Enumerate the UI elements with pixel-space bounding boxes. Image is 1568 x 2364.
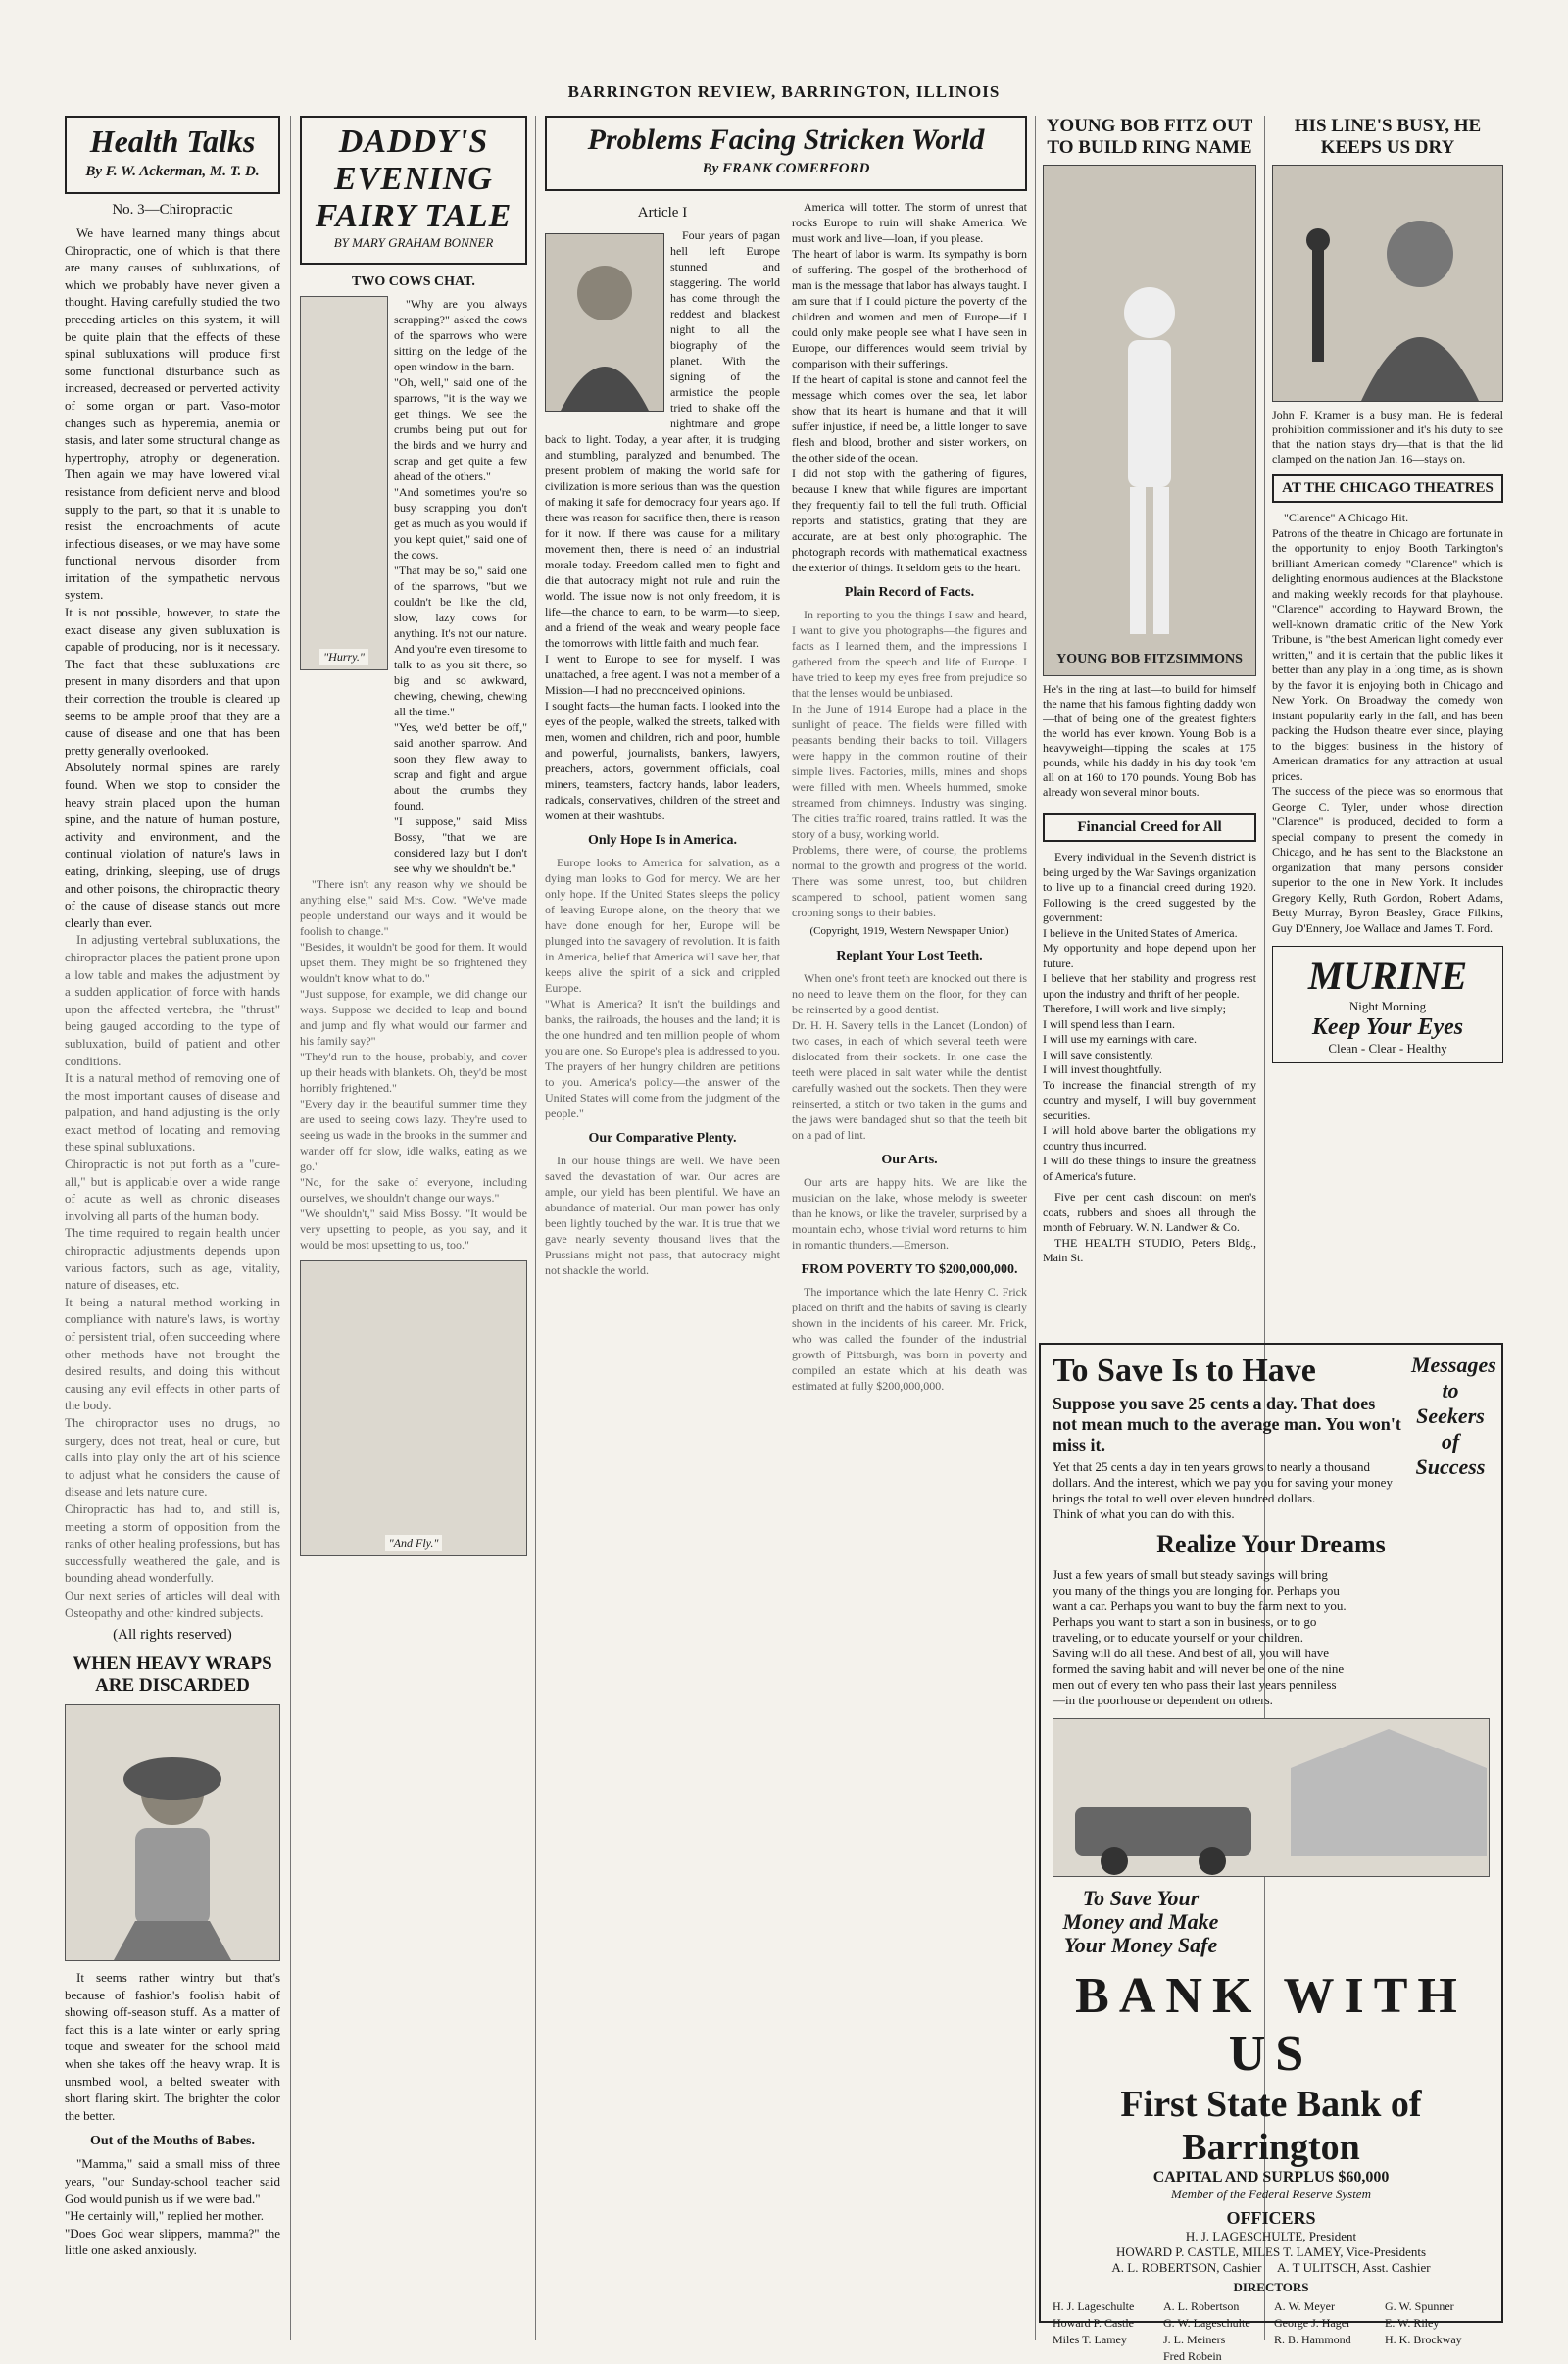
problems-body2: In our house things are well. We have been saved the devastation of war. Our acres are ample, our yield has been plentiful. We have an abundance of material. Our man power has only been lightly touched by the war. It is true that we gave nearly seventy thousand lives that the Prussians might not pass, that autocracy might not shackle the world. (545, 1154, 780, 1277)
problems-col2-rest: In reporting to you the things I saw and heard, I want to give you photographs—the figures and facts as I learned them, and the impressions I gathered from the speech and life of Europe. I have tried to keep my eyes free from prejudice so that the lenses would be unbiased. In the June of 1914 Europe had a place in the sunlight of peace. The fields were filled with peasants bending their backs to toil. Villagers were happy in the common routine of their simple lives. Factories, mills, mines and shops were filled with men. Wheels hummed, smoke streamed from chimneys. Industry was singing. The cities traffic roared, trains rattled. It was the story of a busy, working world. Problems, there were, of course, the problems normal to the growth and progress of the world. There was some unrest, too, but children scampered to school, patient women sang crooning songs to their babies. (792, 608, 1027, 919)
masthead: BARRINGTON REVIEW, BARRINGTON, ILLINOIS (567, 82, 1001, 101)
teeth-body: When one's front teeth are knocked out there is no need to leave them on the floor, for they can be reinserted by a good dentist. Dr. H. H. Savery tells in the Lancet (London) of two cases, in each of which several teeth were dislocated from their sockets. In one case the teeth were placed in salt water while the dentist carefully washed out the sockets. Then they were reinserted, a stitch or two taken in the gums and the jaws were bandaged shut so that the teeth bit on a pad of lint. (792, 971, 1027, 1142)
line-caption: John F. Kramer is a busy man. He is federal prohibition commissioner and it's his duty to see that the nation stays dry—that is that the lid clamped on the nation Jan. 16—stays on. (1272, 408, 1503, 466)
bank-ad-headline: To Save Is to Have (1053, 1353, 1316, 1389)
officer-president: H. J. LAGESCHULTE, President (1185, 2229, 1357, 2243)
bank-capital: CAPITAL AND SURPLUS $60,000 (1152, 2169, 1390, 2186)
creed-notice: Five per cent cash discount on men's coats, rubbers and shoes all through the month of February. W. N. Landwer & Co. (1043, 1190, 1256, 1234)
problems-title: Problems Facing Stricken World (587, 123, 985, 156)
fitz-headline: YOUNG BOB FITZ OUT TO BUILD RING NAME (1046, 116, 1253, 158)
director-name (1053, 2349, 1157, 2364)
fitz-photo (1043, 165, 1256, 676)
fitz-caption: He's in the ring at last—to build for himself the name that his famous fighting daddy won—that of being one of the greatest fighters the world has ever known. Young Bob is a heavyweight—tipping the scales at 175 pounds, while his daddy in his day took 'em all on at 160 to 170 pounds. Young Bob has already won several minor bouts. (1043, 682, 1256, 799)
bank-ad-slogan: To Save Your Money and Make Your Money Safe (1062, 1886, 1219, 1957)
girl-in-sweater-illustration (74, 1725, 270, 1960)
director-name: G. W. Spunner (1385, 2299, 1454, 2313)
director-name: Howard P. Castle (1053, 2316, 1134, 2330)
murine-line1: Night Morning (1348, 999, 1427, 1013)
column-rule (290, 116, 291, 2340)
director-name: E. W. Riley (1385, 2316, 1440, 2330)
fairy-tale-author: BY MARY GRAHAM BONNER (333, 235, 494, 250)
problems-header (545, 116, 1027, 191)
creed-body: Every individual in the Seventh district is being urged by the War Savings organization to live up to a financial creed during 1920. Following is the creed suggested by the government: I believe in the United States of America. My opportunity and hope depend upon her future. I believe that her stability and progress rest upon the industry and thrift of her people. Therefore, I will work and live simply; I will spend less than I earn. I will use my earnings with care. I will save consistently. I will invest thoughtfully. To increase the financial strength of my country and myself, I will buy government securities. I will hold above barter the obligations my country thus incurred. I will do these things to insure the greatness of America's future. (1043, 850, 1256, 1183)
director-name: R. B. Hammond (1274, 2333, 1351, 2346)
bank-ad (1039, 1343, 1503, 2363)
creed-headline: Financial Creed for All (1043, 813, 1256, 842)
column-rule (535, 116, 536, 2340)
health-talks-column (65, 116, 280, 2340)
problems-subhead-plenty: Our Comparative Plenty. (588, 1131, 737, 1146)
bank-name: First State Bank of Barrington (1120, 2084, 1422, 2168)
bank-ad-text1: Yet that 25 cents a day in ten years grows to nearly a thousand dollars. And the interest, which we pay you for saving your money brings the total to well over eleven hundred dollars. Think of what you can do with this. (1053, 1459, 1393, 1521)
bank-ad-copy (1053, 1353, 1403, 1522)
comerford-portrait (545, 233, 664, 412)
murine-line2: Keep Your Eyes (1311, 1014, 1464, 1040)
hurry-caption: "Hurry." (319, 649, 368, 665)
murine-brand: MURINE (1307, 954, 1468, 998)
column-rule (1035, 116, 1036, 2340)
wraps-headline: WHEN HEAVY WRAPS ARE DISCARDED (73, 1653, 272, 1697)
teeth-headline: Replant Your Lost Teeth. (836, 949, 983, 963)
director-name: A. W. Meyer (1274, 2299, 1335, 2313)
director-name: Miles T. Lamey (1053, 2333, 1127, 2346)
health-talks-header (65, 116, 280, 194)
fitz-photo-label: YOUNG BOB FITZSIMMONS (1056, 652, 1243, 666)
directors-list (1053, 2299, 1490, 2364)
director-name: H. J. Lageschulte (1053, 2299, 1135, 2313)
flying-cow-illustration (300, 1260, 527, 1556)
health-talks-body-rest: In adjusting vertebral subluxations, the chiropractor places the patient prone upon a low table and makes the adjustment by a sudden application of force with hands upon the affected vertebra, the "thrust" being gauged according to the type of subluxation, build of patient and other conditions. It is a natural method of removing one of the most important causes of disease and palpation, and hand adjusting is the only exact method of locating and removing these spinal subluxations. Chiropractic is not put forth as a "cure-all," but is applicable over a wide range of acute as well as chronic diseases involving all parts of the human body. The time required to regain health under chiropractic adjustments depends upon various factors, such as age, vitality, nature of diseases, etc. It being a natural method working in compliance with nature's laws, is worthy of persistent trial, often succeeding where other methods have not brought the desired results, and doing this without causing any evil effects in other parts of the body. The chiropractor uses no drugs, no surgery, does not treat, heal or cure, but calls into play only the art of his science to adjust what he considers the cause of disease and lets nature cure. Chiropractic has had to, and still is, meeting a storm of opposition from the ranks of other healing professions, but has successfully weathered the gale, and is bounding ahead wonderfully. Our next series of articles will deal with Osteopathy and other kindred subjects. (65, 932, 280, 1620)
director-name: J. L. Meiners (1163, 2333, 1226, 2346)
creed-studio: THE HEALTH STUDIO, Peters Bldg., Main St. (1043, 1235, 1256, 1264)
health-talks-body: We have learned many things about Chiropractic, one of which is that there are many causes of subluxations, of which we probably have never given a thought. Having carefully studied the two preceding articles on this system, it will be quite plain that the effects of these spinal subluxations will produce first some functional disturbance such as increased, decreased or perverted activity of some organ or part. Vaso-motor changes such as hyperemia, anemia or stasis, and later some structural change as hypertrophy, atrophy or degeneration. Then again we may have lowered vital resistance from deficient nerve and blood supply to the part, so that it is unable to resist the encroachments of acute infectious diseases, or we may have some functional nervous disorder from irritation of the sympathetic nervous system. It is not possible, however, to state the exact disease any given subluxation is capable of producing, nor is it necessary. The fact that these subluxations are present in many disorders and that upon their correction the trouble is cleared up seems to be ample proof that they are a cause of disease and one that has been pretty generally overlooked. Absolutely normal spines are rarely found. When we stop to consider the heavy strain placed upon the human spine, and the nature of human posture, activity and environment, and the continual violation of nature's laws in eating, drinking, sleeping, use of drugs and other poisons, the chiropractic theory of the cause of disease stands out more clearly than ever. (65, 225, 280, 930)
health-talks-byline: By F. W. Ackerman, M. T. D. (85, 164, 260, 179)
house-and-car-drawing (1055, 1729, 1487, 1876)
theatre-column (1272, 116, 1503, 1321)
problems-body: Four years of pagan hell left Europe stunned and staggering. The world has come through the reddest and blackest night to all the biography of the planet. With the signing of the armistice the people tried to shake off the nightmare and grope back to light. Today, a year after, it is trudging and stumbling, paralyzed and benumbed. The present problem of making the world safe for civilization is more serious than was the question of making it safe for democracy four years ago. If there was reason for sacrifice then, there is reason for it now. If there was cause for a military movement then, there is need of an industrial morale today. Freedom called men to fight and die that autocracy might not rule and ruin the world. The issue now is not only freedom, it is life—the chance to earn, to be warm—to sleep, and a friend of the weak and weary people face the tomorrows with little faith and much fear. I went to Europe to see for myself. I was unattached, a free agent. I was not a member of a Mission—I had no preconceived opinions. I sought facts—the human facts. I looked into the eyes of the people, walked the streets, talked with men, women and children, rich and poor, humble and powerful, journalists, bankers, lawyers, preachers, actors, government officials, coal miners, teamsters, factory hands, labor leaders, radicals, conservatives, children of the street and women at their washtubs. (545, 228, 780, 822)
officer-vps: HOWARD P. CASTLE, MILES T. LAMEY, Vice-Presidents (1115, 2244, 1427, 2259)
murine-ad (1272, 946, 1503, 1063)
problems-col2-lead: America will totter. The storm of unrest that rocks Europe to ruin will shake America. We must work and live—loan, if you please. The heart of labor is warm. Its sympathy is born of suffering. The gospel of the brotherhood of man is the message that labor has always taught. I am sure that if I could picture the poverty of the children and women and men of Europe—if I could only make people see what I have seen in Europe, our differences would seem trivial by comparison with their sufferings. If the heart of capital is stone and cannot feel the message which comes over the sea, let labor show that its heart is humane and that it will suffer injustice, if need be, a little longer to save flesh and blood, brother and sister workers, on the other side of the ocean. I did not stop with the gathering of figures, because I knew that while figures are important they frequently fail to tell the full truth. Official reports and statistics, grating that they are accurate, are at best only photographic. The photograph records with mathematical exactness the exterior of things. It seldom gets to the heart. (792, 200, 1027, 574)
health-talks-subtitle: No. 3—Chiropractic (112, 202, 233, 218)
officer-cashiers: A. L. ROBERTSON, Cashier A. T ULITSCH, Asst. Cashier (1111, 2260, 1431, 2275)
director-name: H. K. Brockway (1385, 2333, 1462, 2346)
wraps-body: It seems rather wintry but that's because of fashion's foolish habit of showing off-season stuff. As a matter of fact this is a late winter or early spring toque and sweater for the school maid when she takes off the heavy wrap. It is unsmbed wool, a belted sweater with short flaring skirt. The brighter the color the better. (65, 1970, 280, 2123)
fitz-column (1043, 116, 1256, 1321)
bank-member: Member of the Federal Reserve System (1171, 2187, 1371, 2201)
fairy-tale-header (300, 116, 527, 265)
problems-subhead-record: Plain Record of Facts. (844, 585, 975, 600)
fairy-tale-title: DADDY'S EVENING FAIRY TALE (315, 123, 513, 234)
kramer-photo (1272, 165, 1503, 402)
babes-headline: Out of the Mouths of Babes. (89, 2134, 255, 2149)
problems-subhead-hope: Only Hope Is in America. (587, 833, 738, 848)
murine-line3: Clean - Clear - Healthy (1328, 1041, 1447, 1056)
fairy-story-title: TWO COWS CHAT. (352, 274, 475, 289)
line-headline: HIS LINE'S BUSY, HE KEEPS US DRY (1294, 116, 1482, 158)
boxer-illustration (1044, 166, 1255, 675)
poverty-body: The importance which the late Henry C. Frick placed on thrift and the habits of saving is clearly shown in the incidents of his career. Mr. Frick, who was called the founder of the industrial growth of Pittsburgh, was born in poverty and compiled an estate which at his death was estimated at fully $200,000,000. (792, 1285, 1027, 1393)
director-name: Fred Robein (1163, 2349, 1222, 2363)
problems-byline: By FRANK COMERFORD (702, 161, 870, 176)
telephone-man-illustration (1273, 166, 1502, 401)
problems-col-left (545, 199, 780, 1394)
bank-ad-top (1053, 1353, 1496, 1522)
problems-columns (545, 199, 1027, 1394)
theatre-body: "Clarence" A Chicago Hit. Patrons of the theatre in Chicago are fortunate in the opportunity to enjoy Booth Tarkington's brilliant American comedy "Clarence" which is delighting enormous audiences at the Blackstone and making weekly records for that playhouse. "Clarence" according to Hayward Brown, the well-known dramatic critic of the New York Tribune, is "the best American light comedy ever written," and it is certain that the public likes it better than any play in a long time, as is shown by the favor it is enjoying both in Chicago and New York. On Broadway the comedy won instant popularity early in the fall, and has been packing the Hudson theatre ever since, playing to the biggest business in the history of American dramatics for any attraction at usual prices. The success of the piece was so enormous that George C. Tyler, under whose direction "Clarence" is produced, decided to form a special company to present the comedy in Chicago, and he has sent to the Blackstone an organization that many persons consider superior to the one in New York. It includes Gregory Kelly, Ruth Gordon, Robert Adams, Betty Murray, Byron Beasley, Grace Filkins, Guy D'Ennery, Joe Wallace and James T. Ford. (1272, 511, 1503, 935)
problems-article (545, 116, 1027, 2340)
fly-caption: "And Fly." (385, 1535, 443, 1551)
fairy-story-body-rest: "There isn't any reason why we should be anything else," said Mrs. Cow. "We've made people understand our ways and it would be foolish to change." "Besides, it wouldn't be good for them. It would upset them. They might be so frightened they wouldn't know what to do." "Just suppose, for example, we did change our ways. Suppose we decided to leap and bound and jump and fly what would our farmer and his family say?" "They'd run to the house, probably, and cover up their heads with blankets. Oh, they'd be most horribly frightened." "Every day in the beautiful summer time they are used to seeing cows lazy. They're used to seeing us wade in the brooks in the summer and wander off for slow, idle walks, eating as we go." "No, for the sake of everyone, including ourselves, we shouldn't change our ways." "We shouldn't," said Miss Bossy. "It would be very upsetting to people, as you say, and it would be most upsetting to us, too." (300, 877, 527, 1252)
bank-with-us: BANK WITH US (1075, 1968, 1467, 2082)
fairy-story-top (300, 296, 527, 876)
arts-body: Our arts are happy hits. We are like the musician on the lake, whose melody is sweeter than he knows, or like the traveler, surprised by a mountain echo, whose trivial word returns to him in romantic thunders.—Emerson. (792, 1175, 1027, 1252)
poverty-headline: FROM POVERTY TO $200,000,000. (801, 1262, 1018, 1277)
officers-title: OFFICERS (1226, 2208, 1316, 2228)
problems-col-right (792, 199, 1027, 1394)
problems-copyright: (Copyright, 1919, Western Newspaper Union) (809, 925, 1009, 937)
bank-ad-lead: Suppose you save 25 cents a day. That does not mean much to the average man. You won't miss it. (1053, 1394, 1401, 1454)
director-name: A. L. Robertson (1163, 2299, 1240, 2313)
health-talks-title: Health Talks (89, 123, 256, 159)
arts-headline: Our Arts. (881, 1153, 938, 1167)
problems-body-rest: Europe looks to America for salvation, as a dying man looks to God for mercy. We are her only hope. If the United States sleeps the policy of leaving Europe alone, on the theory that we have done enough for her, Europe will be plunged into the savagery of revolution. It is faith in America, belief that America will save her, that keeps alive the spirit of a sick and crippled Europe. "What is America? It isn't the buildings and banks, the railroads, the houses and the land; it is the one hundred and ten million people of whom you are one. So Europe's plea is addressed to you. The prayers of her hungry children are petitions to you. America's policy—the answer of the United States will come from the judgment of the people." (545, 856, 780, 1120)
portrait-illustration (546, 234, 663, 411)
health-talks-rights: (All rights reserved) (113, 1627, 232, 1644)
theatre-headline: AT THE CHICAGO THEATRES (1272, 474, 1503, 503)
house-car-illustration (1053, 1718, 1490, 1877)
bank-ad-subhead: Realize Your Dreams (1156, 1530, 1386, 1558)
bank-ad-text2: Just a few years of small but steady savings will bring you many of the things you are longing for. Perhaps you want a car. Perhaps you want to buy the farm next to you. Perhaps you want to start a son in business, or to go traveling, or to educate yourself or your children. Saving will do all these. And best of all, you will have formed the saving habit and will never be one of the nine men out of every ten who pass their last years penniless—in the poorhouse or dependent on others. (1053, 1567, 1347, 1707)
babes-body: "Mamma," said a small miss of three years, "our Sunday-school teacher said God would punish us if we were bad." "He certainly will," replied her mother. "Does God wear slippers, mamma?" the little one asked anxiously. (65, 2156, 280, 2258)
director-name: George J. Hager (1274, 2316, 1351, 2330)
fairy-tale-column (300, 116, 527, 2340)
fairy-story-body: "Why are you always scrapping?" asked the cows of the sparrows who were sitting on the ledge of the open window in the barn. "Oh, well," said one of the sparrows, "it is the way we get things. We see the crumbs being put out for the birds and we hurry and scrap and get quite a few ahead of the others." "And sometimes you're so busy scrapping you don't get as much as you would if you kept quiet," said one of the cows. "That may be so," said one of the sparrows, "but we couldn't be like the old, slow, lazy cows for anything. It's not our nature. And you're even tiresome to talk to as you sit there, so big and so awkward, chewing, chewing, chewing all the time." "Yes, we'd better be off," said another sparrow. And soon they flew away to scrap and fight and argue about the crumbs they found. "I suppose," said Miss Bossy, "that we are considered lazy but I don't see why we shouldn't be." (394, 297, 527, 875)
directors-title: DIRECTORS (1233, 2280, 1309, 2294)
problems-article-number: Article I (637, 205, 688, 221)
wraps-illustration (65, 1704, 280, 1961)
director-name: G. W. Lageschulte (1163, 2316, 1250, 2330)
bank-ad-banner: Messages to Seekers of Success (1411, 1353, 1496, 1479)
sparrows-illustration (300, 296, 388, 670)
